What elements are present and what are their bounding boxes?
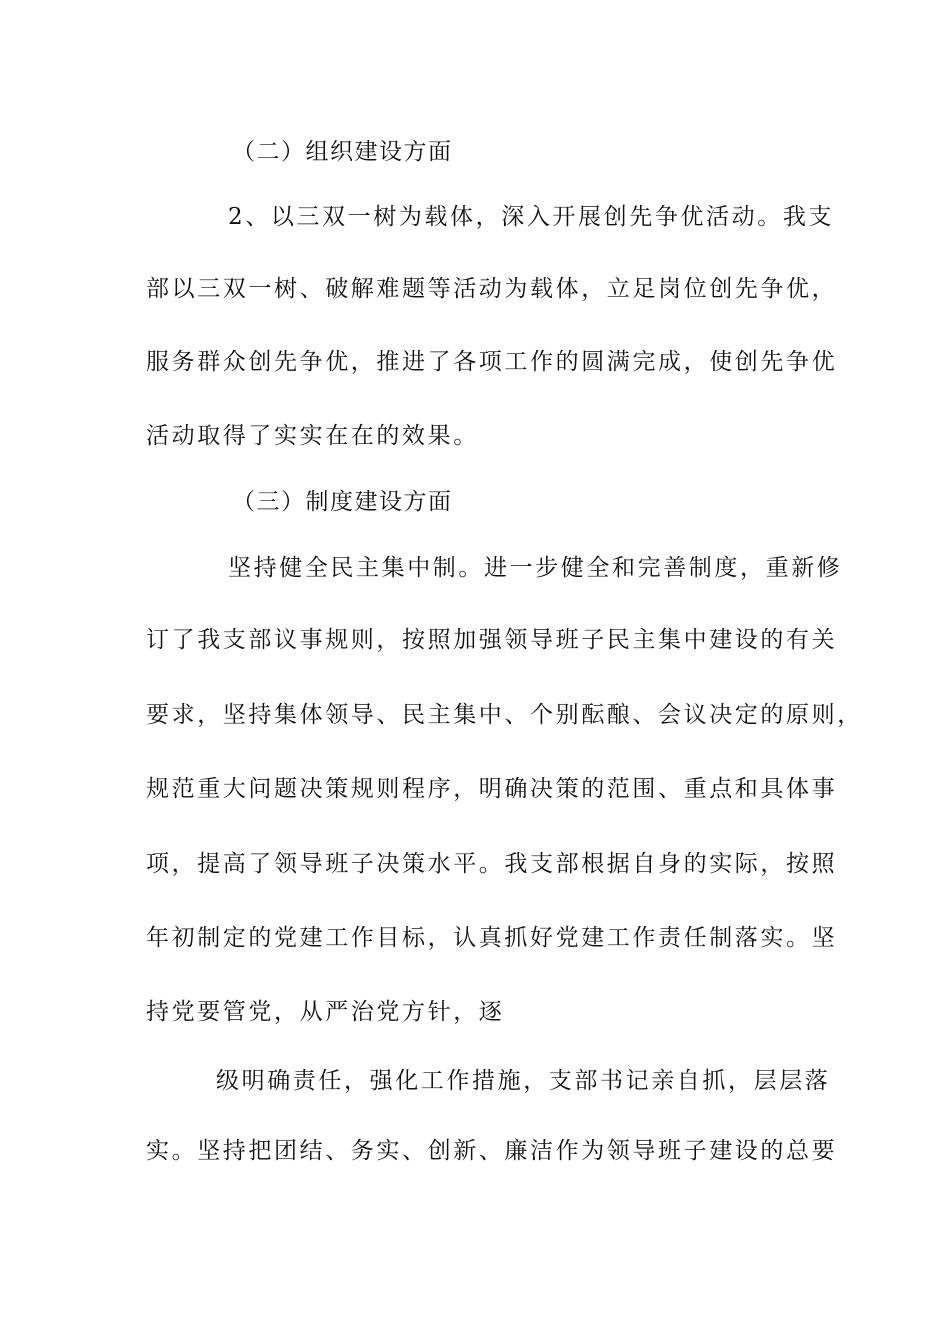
paragraph-line: 要求，坚持集体领导、民主集中、个别酝酿、会议决定的原则， [146, 702, 863, 728]
section-heading-organization: （二）组织建设方面 [232, 139, 453, 165]
paragraph-line: 级明确责任，强化工作措施，支部书记亲自抓，层层落 [216, 1068, 831, 1094]
paragraph-line: 部以三双一树、破解难题等活动为载体，立足岗位创先争优， [146, 276, 838, 302]
paragraph-line: 2、以三双一树为载体，深入开展创先争优活动。我支 [228, 204, 835, 230]
paragraph-line: 订了我支部议事规则，按照加强领导班子民主集中建设的有关 [146, 627, 838, 653]
paragraph-line: 规范重大问题决策规则程序，明确决策的范围、重点和具体事 [146, 776, 838, 802]
paragraph-line: 坚持健全民主集中制。进一步健全和完善制度，重新修 [228, 555, 843, 581]
paragraph-line: 持党要管党，从严治党方针，逐 [146, 999, 505, 1025]
section-heading-system: （三）制度建设方面 [232, 489, 453, 515]
paragraph-line: 项，提高了领导班子决策水平。我支部根据自身的实际，按照 [146, 851, 838, 877]
paragraph-line: 年初制定的党建工作目标，认真抓好党建工作责任制落实。坚 [146, 925, 838, 951]
paragraph-line: 活动取得了实实在在的效果。 [146, 423, 479, 449]
paragraph-line: 服务群众创先争优，推进了各项工作的圆满完成，使创先争优 [146, 349, 838, 375]
paragraph-line: 实。坚持把团结、务实、创新、廉洁作为领导班子建设的总要 [146, 1138, 838, 1164]
